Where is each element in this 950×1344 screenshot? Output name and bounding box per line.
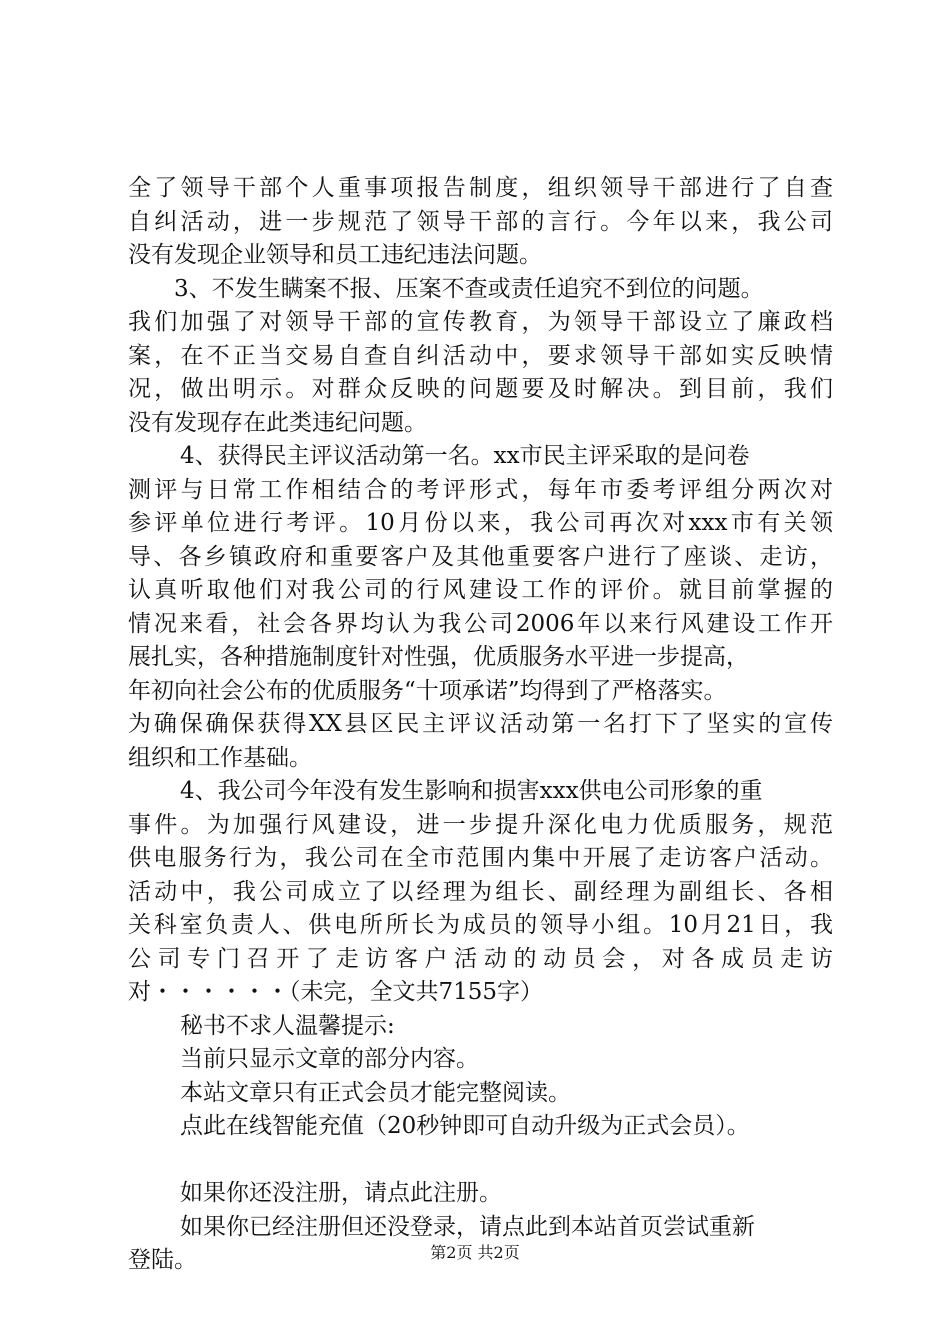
recharge-link[interactable]: 点此在线智能充值（20秒钟即可自动升级为正式会员）。 [180, 1113, 750, 1139]
text-line: 参评单位进行考评。10月份以来，我公司再次对xxx市有关领 [128, 510, 833, 536]
text-line: 情况来看，社会各界均认为我公司2006年以来行风建设工作开 [128, 610, 833, 637]
text-line: 供电服务行为，我公司在全市范围内集中开展了走访客户活动。 [128, 845, 833, 871]
text-line: 案，在不正当交易自查自纠活动中，要求领导干部如实反映情 [128, 342, 833, 369]
text-line: 年初向社会公布的优质服务“十项承诺”均得到了严格落实。 [128, 677, 727, 704]
text-line: 活动中，我公司成立了以经理为组长、副经理为副组长、各相 [128, 878, 833, 905]
text-line: 展扎实，各种措施制度针对性强，优质服务水平进一步提高， [128, 644, 749, 670]
text-line: 全了领导干部个人重事项报告制度，组织领导干部进行了自查 [128, 175, 833, 201]
member-notice [128, 1010, 833, 1278]
paragraph-2 [128, 273, 833, 441]
paragraph-1 [128, 172, 833, 273]
text-line: 组织和工作基础。 [128, 744, 312, 771]
text-line: 3、不发生瞒案不报、压案不查或责任追究不到位的问题。 [174, 275, 764, 302]
text-line: 没有发现企业领导和员工违纪违法问题。 [128, 242, 542, 268]
text-line: 测评与日常工作相结合的考评形式，每年市委考评组分两次对 [128, 476, 833, 503]
text-line: 关科室负责人、供电所所长为成员的领导小组。10月21日，我 [128, 912, 833, 938]
text-line: 没有发现存在此类违纪问题。 [128, 409, 427, 436]
notice-text: 当前只显示文章的部分内容。 [180, 1046, 479, 1072]
text-line: 4、获得民主评议活动第一名。xx市民主评采取的是问卷 [180, 443, 750, 469]
text-line: 公司专门召开了走访客户活动的动员会，对各成员走访 [128, 945, 833, 972]
text-line: 对・・・・・・（未完，全文共7155字） [128, 979, 544, 1005]
notice-text: 本站文章只有正式会员才能完整阅读。 [180, 1079, 571, 1106]
register-link[interactable]: 如果你还没注册，请点此注册。 [180, 1180, 502, 1206]
text-line: 导、各乡镇政府和重要客户及其他重要客户进行了座谈、走访， [128, 543, 833, 570]
paragraph-3 [128, 440, 833, 775]
text-line: 自纠活动，进一步规范了领导干部的言行。今年以来，我公司 [128, 208, 833, 235]
text-line: 认真听取他们对我公司的行风建设工作的评价。就目前掌握的 [128, 577, 833, 603]
page-footer: 第2页 共2页 [430, 1243, 520, 1262]
paragraph-4 [128, 775, 833, 1010]
login-link-continued[interactable]: 登陆。 [128, 1247, 197, 1273]
text-line: 况，做出明示。对群众反映的问题要及时解决。到目前，我们 [128, 376, 833, 402]
text-line: 为确保确保获得XX县区民主评议活动第一名打下了坚实的宣传 [128, 711, 833, 737]
spacer [128, 1144, 833, 1178]
text-line: 事件。为加强行风建设，进一步提升深化电力优质服务，规范 [128, 811, 833, 838]
text-line: 4、我公司今年没有发生影响和损害xxx供电公司形象的重 [180, 778, 763, 804]
text-line: 我们加强了对领导干部的宣传教育，为领导干部设立了廉政档 [128, 309, 833, 335]
article-body [128, 172, 833, 1278]
notice-title: 秘书不求人温馨提示: [180, 1012, 395, 1039]
login-link[interactable]: 如果你已经注册但还没登录，请点此到本站首页尝试重新 [180, 1213, 755, 1240]
